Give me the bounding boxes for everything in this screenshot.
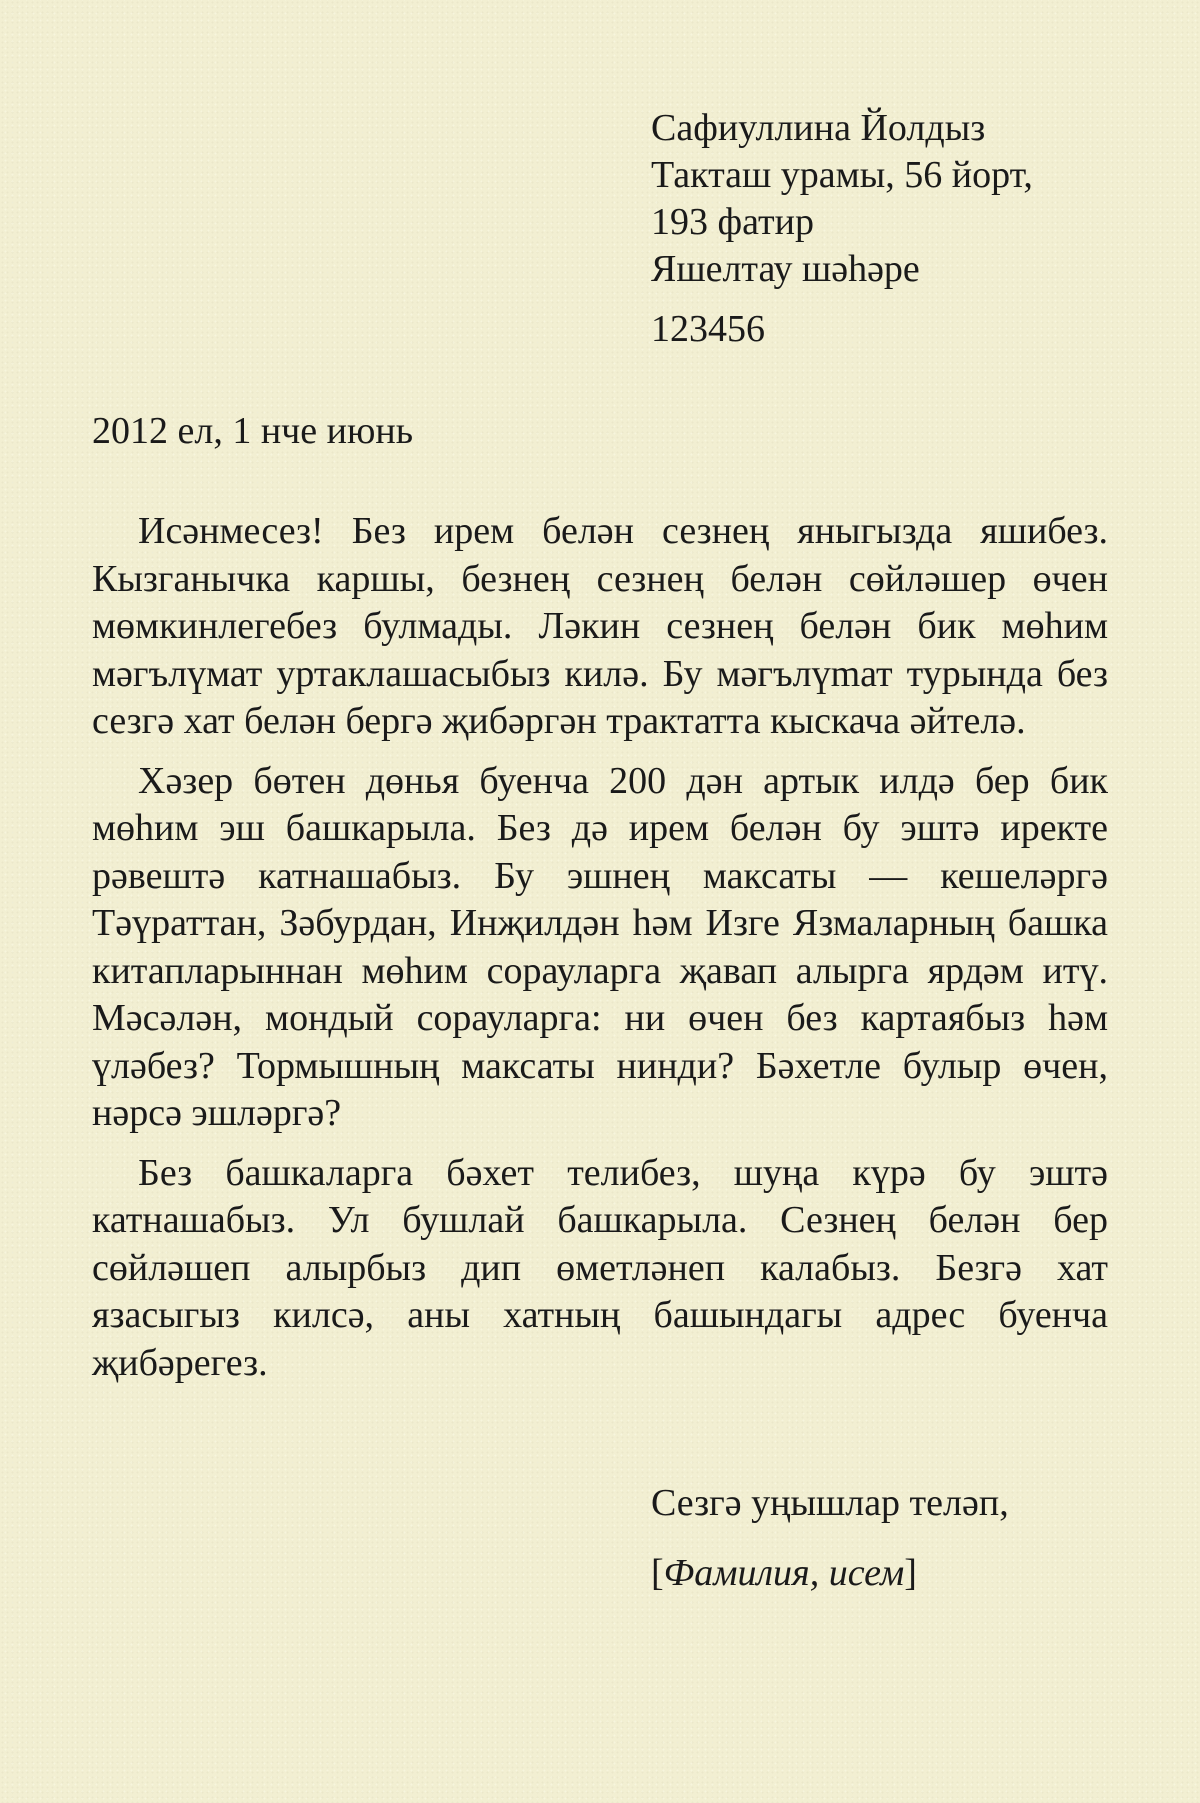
signature-placeholder (651, 1550, 917, 1597)
closing-phrase: Сезгә уңышлар теләп, (651, 1482, 1009, 1524)
signature-close-bracket: ] (904, 1552, 917, 1594)
sender-street: Такташ урамы, 56 йорт, (651, 154, 1033, 196)
signature-open-bracket: [ (651, 1552, 664, 1594)
letter-body (92, 508, 1108, 1399)
sender-postal-code: 123456 (651, 308, 765, 350)
signature-name-placeholder: Фамилия, исем (663, 1552, 905, 1594)
sender-address (651, 105, 1151, 353)
letter-date: 2012 ел, 1 нче июнь (92, 410, 414, 452)
paragraph-1: Исәнмесез! Без ирем белән сезнең яныгызда яшибез. Кызганычка каршы, безнең сезнең белән сөйләшер өчен мөмкинлегебез булмады. Ләкин сезнең белән бик мөһим мәгълүмат уртаклашасыбыз килә. Бу мәгълүmат турында без сезгә хат белән бергә җибәргән трактатта кыскача әйтелә. (92, 510, 1108, 742)
paragraph-2: Хәзер бөтен дөнья буенча 200 дән артык илдә бер бик мөһим эш башкарыла. Без дә ирем белән бу эштә иректе рәвештә катнашабыз. Бу эшнең максаты — кешеләргә Тәүраттан, Зәбурдан, Инҗилдән һәм Изге Язмаларның башка китапларыннан мөһим сорауларга җавап алырга ярдәм итү. Мәсәлән, мондый сорауларга: ни өчен без картаябыз һәм үләбез? Тормышның максаты нинди? Бәхетле булыр өчен, нәрсә эшләргә? (92, 759, 1108, 1134)
sender-city: Яшелтау шәһәре (651, 248, 920, 290)
paragraph-3: Без башкаларга бәхет телибез, шуңа күрә бу эштә катнашабыз. Ул бушлай башкарыла. Сезнең белән бер сөйләшеп алырбыз дип өметләнеп калабыз. Безгә хат язасыгыз килсә, аны хатның башындагы адрес буенча җибәрегез. (92, 1151, 1108, 1384)
sender-apartment: 193 фатир (651, 201, 814, 243)
sender-name: Сафиуллина Йолдыз (651, 107, 986, 149)
